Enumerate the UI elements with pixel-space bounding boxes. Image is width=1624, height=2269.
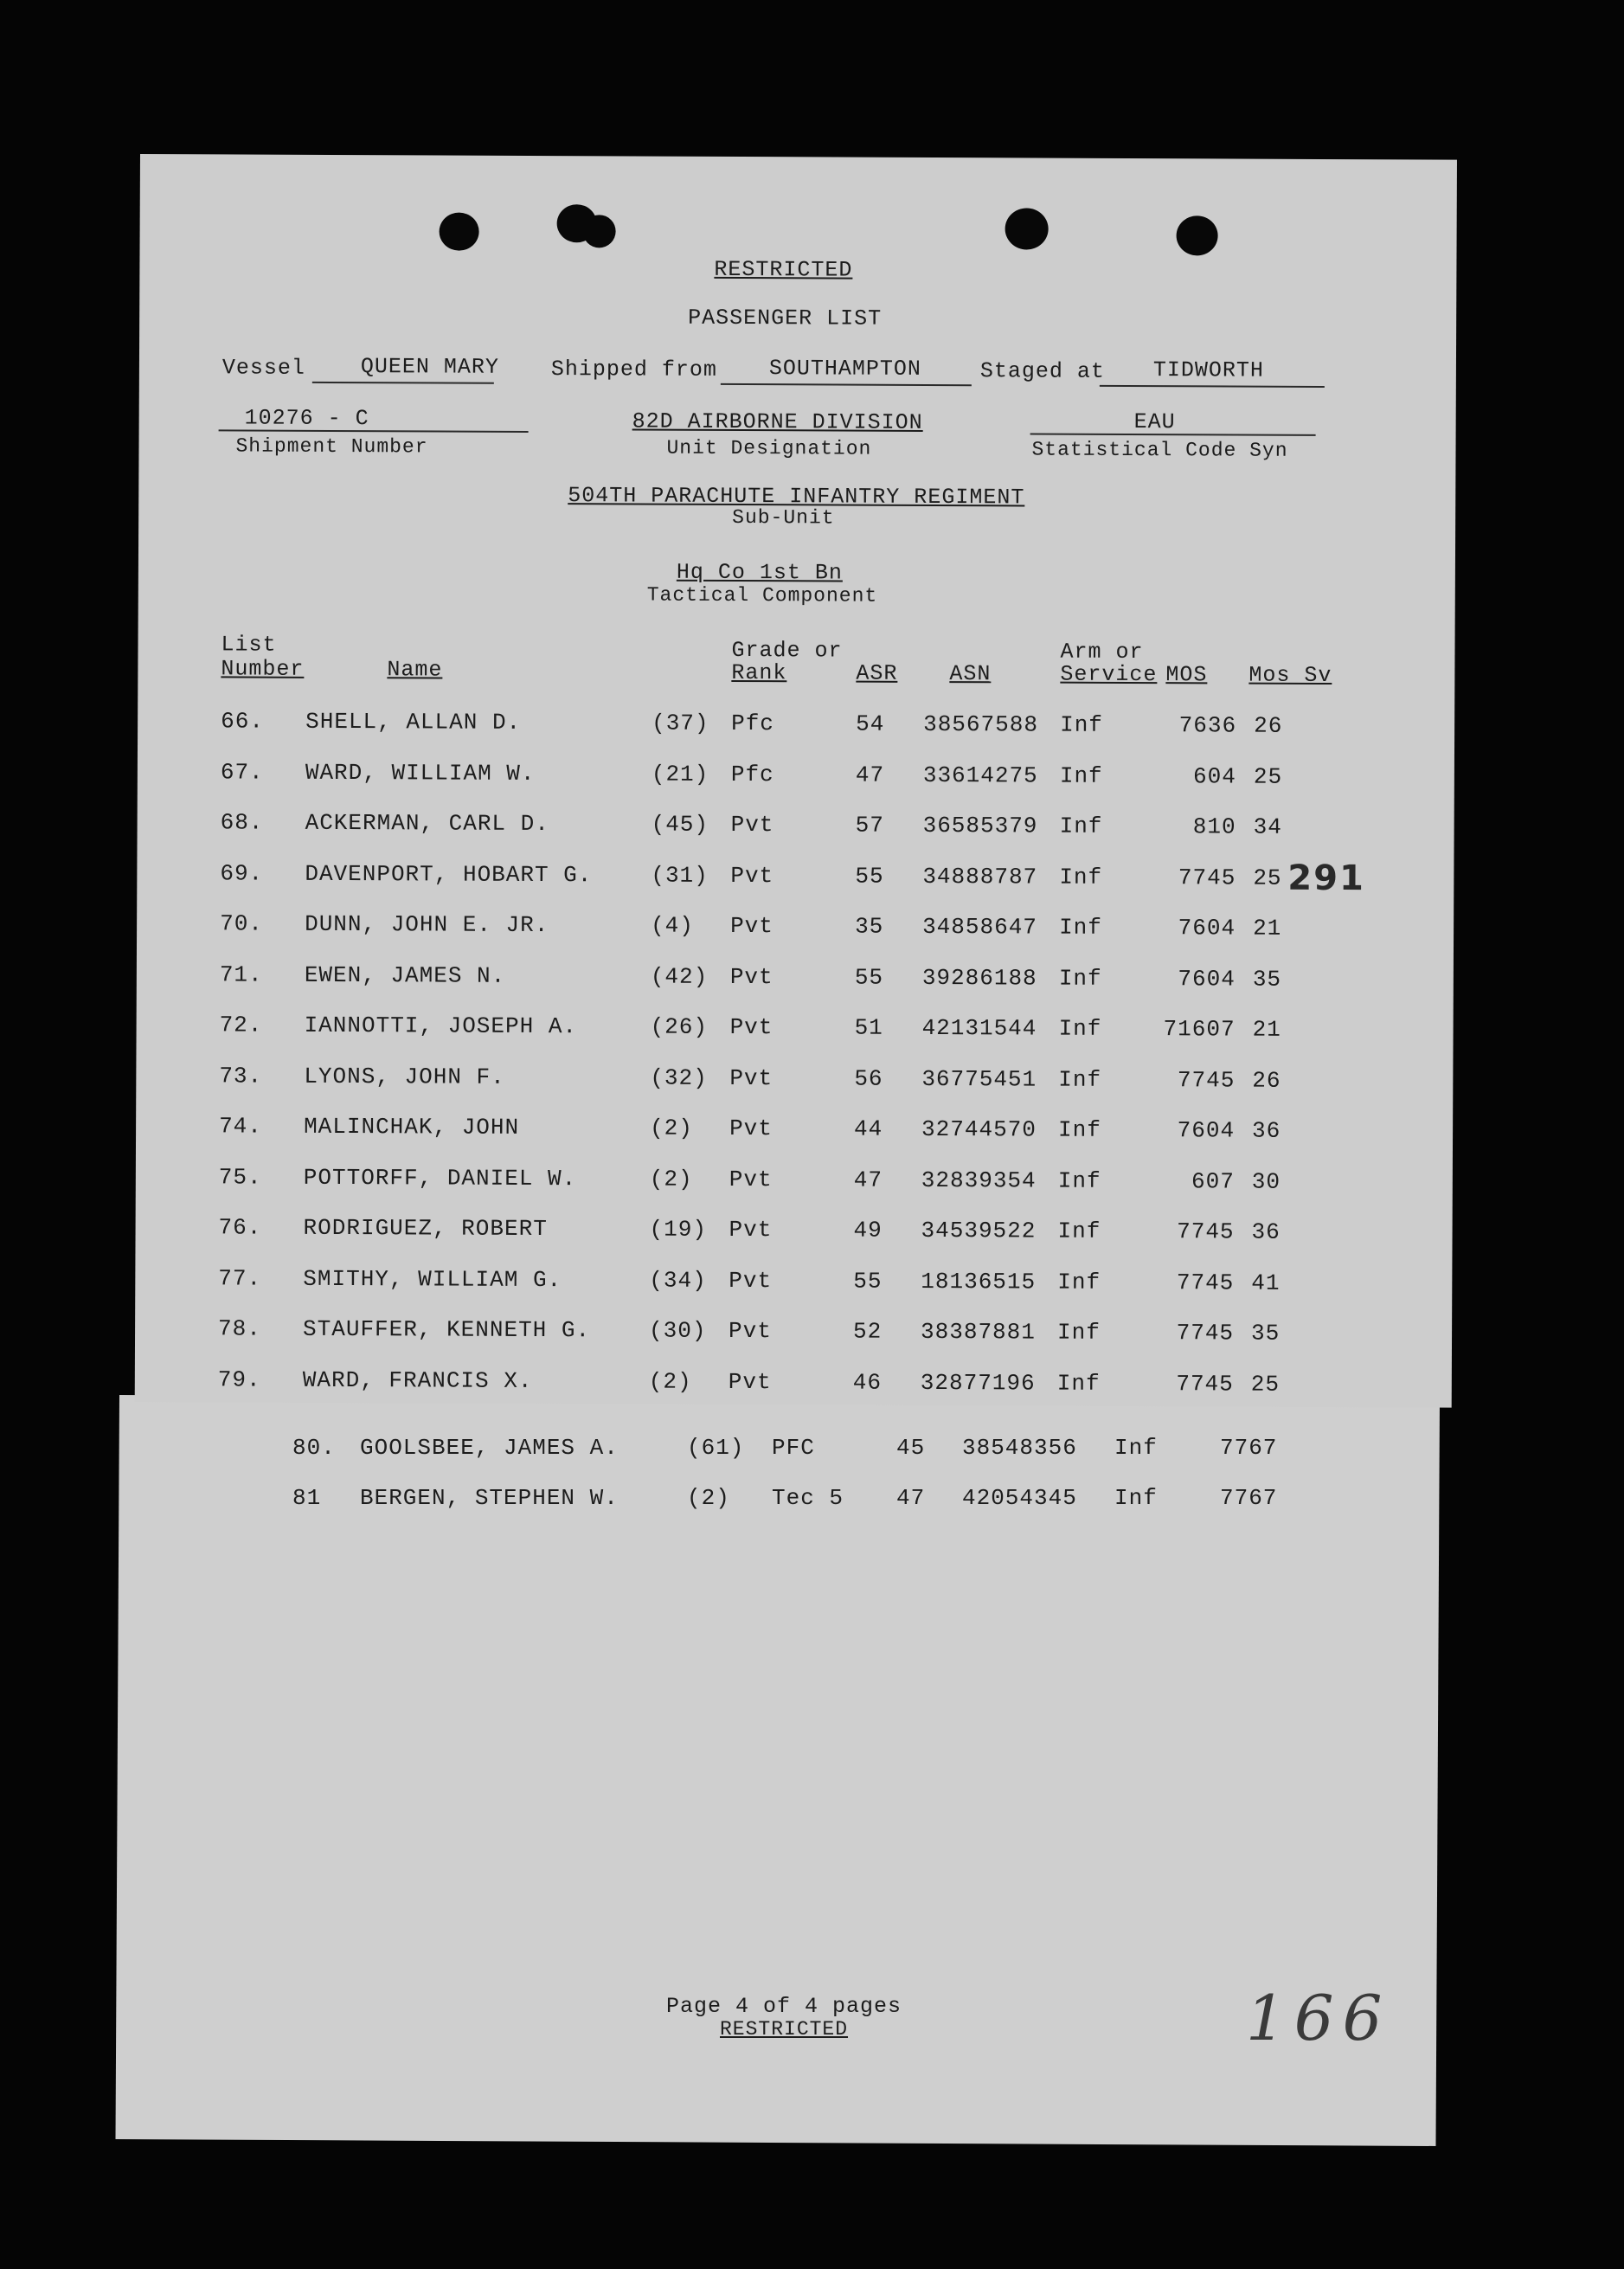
cell-arm: Inf — [1114, 1435, 1158, 1461]
col-arm-2: Service — [1060, 661, 1158, 688]
cell-asn: 34888787 — [922, 863, 1038, 890]
cell-asr: 47 — [855, 762, 885, 788]
stat-code-rule — [1030, 433, 1316, 435]
cell-arm: Inf — [1059, 813, 1103, 839]
vessel-label: Vessel — [221, 355, 306, 381]
cell-grade: Pvt — [730, 811, 774, 839]
cell-name: ACKERMAN, CARL D. — [305, 809, 549, 838]
cell-asr: 55 — [854, 964, 884, 991]
cell-asn: 32877196 — [920, 1369, 1036, 1397]
shipped-from-value: SOUTHAMPTON — [768, 356, 922, 382]
cell-arm: Inf — [1059, 762, 1103, 789]
handwritten-page-number: 166 — [1246, 1982, 1391, 2054]
cell-mos: 7745 — [1176, 1320, 1235, 1347]
classification-top: RESTRICTED — [714, 256, 853, 283]
cell-code: (45) — [651, 811, 709, 838]
cell-code: (2) — [648, 1368, 692, 1395]
shipment-number-label: Shipment Number — [235, 434, 428, 459]
cell-asr: 35 — [855, 913, 884, 940]
cell-asn: 34858647 — [922, 913, 1038, 941]
cell-name: GOOLSBEE, JAMES A. — [360, 1435, 619, 1461]
stamped-number: 291 — [1287, 858, 1365, 899]
cell-arm: Inf — [1059, 914, 1102, 941]
cell-name: LYONS, JOHN F. — [304, 1063, 505, 1090]
cell-code: (21) — [651, 761, 709, 787]
staged-at-label: Staged at — [979, 358, 1106, 384]
cell-name: DUNN, JOHN E. JR. — [305, 910, 549, 939]
cell-mos: 7604 — [1178, 915, 1236, 942]
cell-sv: 36 — [1251, 1218, 1281, 1245]
cell-grade: PFC — [772, 1435, 815, 1461]
cell-code: (26) — [650, 1013, 709, 1040]
cell-num: 75. — [218, 1163, 262, 1191]
cell-asn: 33614275 — [922, 762, 1038, 789]
cell-grade: Pvt — [729, 963, 773, 990]
shipment-number-value: 10276 - C — [244, 405, 369, 432]
cell-sv: 25 — [1253, 865, 1282, 891]
col-arm-1: Arm or — [1060, 639, 1144, 665]
cell-mos: 7604 — [1177, 1117, 1236, 1144]
cell-sv: 35 — [1252, 966, 1282, 993]
cell-num: 76. — [218, 1214, 262, 1241]
cell-asr: 47 — [853, 1167, 883, 1193]
cell-grade: Pvt — [729, 1115, 773, 1142]
cell-asr: 44 — [854, 1115, 883, 1142]
cell-num: 68. — [220, 809, 264, 836]
cell-asn: 42054345 — [962, 1485, 1077, 1511]
cell-asr: 55 — [853, 1268, 883, 1295]
cell-sv: 35 — [1251, 1320, 1281, 1347]
cell-arm: Inf — [1114, 1485, 1158, 1511]
vessel-rule — [312, 382, 494, 384]
cell-name: SHELL, ALLAN D. — [305, 708, 522, 736]
punch-hole — [1005, 208, 1049, 249]
shipped-from-label: Shipped from — [550, 357, 718, 382]
cell-arm: Inf — [1057, 1218, 1101, 1244]
cell-mos: 7604 — [1178, 965, 1236, 993]
cell-arm: Inf — [1058, 1116, 1101, 1143]
cell-num: 80. — [292, 1435, 336, 1461]
cell-num: 69. — [220, 859, 264, 887]
cell-name: IANNOTTI, JOSEPH A. — [304, 1012, 578, 1040]
cell-arm: Inf — [1057, 1269, 1101, 1295]
cell-sv: 25 — [1250, 1371, 1281, 1398]
cell-grade: Pfc — [730, 761, 774, 787]
cell-asr: 45 — [896, 1435, 926, 1461]
cell-name: STAUFFER, KENNETH G. — [303, 1315, 591, 1344]
col-name: Name — [387, 657, 443, 683]
cell-asn: 36775451 — [921, 1065, 1037, 1093]
cell-num: 77. — [218, 1264, 262, 1292]
cell-mos: 7745 — [1176, 1370, 1234, 1398]
cell-sv: 21 — [1252, 1016, 1281, 1043]
cell-code: (32) — [650, 1064, 708, 1091]
cell-mos: 7767 — [1220, 1485, 1278, 1511]
cell-name: POTTORFF, DANIEL W. — [303, 1164, 577, 1192]
cell-mos: 7767 — [1220, 1435, 1278, 1461]
cell-asn: 38387881 — [921, 1318, 1036, 1346]
unit-label: Unit Designation — [666, 436, 872, 460]
cell-code: (30) — [649, 1317, 707, 1344]
cell-name: DAVENPORT, HOBART G. — [305, 860, 593, 888]
cell-arm: Inf — [1059, 864, 1103, 890]
cell-name: BERGEN, STEPHEN W. — [360, 1485, 619, 1511]
cell-asr: 46 — [852, 1369, 883, 1396]
cell-mos: 7745 — [1176, 1269, 1235, 1296]
cell-asr: 49 — [853, 1217, 883, 1244]
tactical-component-value: Hq Co 1st Bn — [676, 559, 843, 586]
cell-mos: 7745 — [1177, 1218, 1235, 1245]
cell-grade: Pvt — [729, 1267, 773, 1294]
cell-asr: 57 — [855, 812, 884, 839]
cell-code: (61) — [687, 1435, 745, 1461]
cell-sv: 41 — [1251, 1269, 1281, 1296]
cell-asr: 54 — [856, 710, 885, 737]
cell-code: (2) — [687, 1485, 730, 1511]
cell-arm: Inf — [1057, 1319, 1101, 1346]
cell-asn: 32744570 — [921, 1115, 1037, 1143]
cell-code: (31) — [651, 862, 709, 889]
cell-num: 72. — [219, 1012, 263, 1038]
cell-num: 73. — [219, 1062, 263, 1090]
cell-code: (2) — [649, 1166, 693, 1192]
cell-grade: Pvt — [729, 1064, 773, 1091]
tactical-component-label: Tactical Component — [646, 583, 878, 607]
cell-mos: 810 — [1192, 813, 1236, 840]
cell-code: (37) — [652, 710, 709, 736]
cell-sv: 36 — [1252, 1117, 1281, 1144]
cell-arm: Inf — [1056, 1370, 1101, 1397]
stat-code-value: EAU — [1133, 409, 1176, 435]
col-asn: ASN — [949, 661, 992, 687]
cell-num: 74. — [219, 1113, 262, 1140]
punch-hole — [440, 213, 479, 251]
cell-asn: 36585379 — [922, 812, 1038, 839]
staged-at-rule — [1100, 385, 1325, 388]
shipped-from-rule — [721, 383, 972, 386]
sub-unit-label: Sub-Unit — [732, 505, 835, 530]
cell-arm: Inf — [1057, 1167, 1101, 1194]
cell-num: 78. — [218, 1315, 261, 1342]
cell-asn: 38567588 — [923, 710, 1039, 738]
cell-grade: Pvt — [729, 1317, 772, 1345]
cell-mos: 7745 — [1177, 1066, 1236, 1094]
passenger-list-page — [135, 154, 1457, 1408]
cell-name: WARD, WILLIAM W. — [305, 759, 536, 787]
cell-num: 70. — [220, 910, 263, 937]
cell-mos: 7636 — [1178, 712, 1237, 739]
sub-unit-value: 504TH PARACHUTE INFANTRY REGIMENT — [568, 483, 1025, 511]
cell-mos: 604 — [1192, 762, 1236, 790]
cell-name: SMITHY, WILLIAM G. — [303, 1265, 562, 1293]
cell-mos: 71607 — [1163, 1016, 1236, 1043]
col-asr: ASR — [856, 660, 898, 686]
cell-grade: Tec 5 — [772, 1485, 844, 1511]
stat-code-label: Statistical Code Syn — [1031, 438, 1288, 462]
cell-sv: 34 — [1253, 813, 1282, 840]
shipment-number-rule — [219, 429, 529, 433]
cell-code: (34) — [649, 1267, 707, 1294]
cell-mos: 7745 — [1178, 864, 1236, 891]
cell-asn: 32839354 — [921, 1167, 1037, 1194]
cell-num: 66. — [221, 708, 265, 735]
cell-asr: 47 — [896, 1485, 926, 1511]
cell-sv: 26 — [1254, 712, 1283, 739]
cell-asn: 34539522 — [921, 1217, 1037, 1244]
col-list-number-2: Number — [221, 656, 305, 682]
vessel-value: QUEEN MARY — [360, 354, 500, 380]
cell-code: (19) — [649, 1216, 708, 1243]
cell-asn: 18136515 — [921, 1268, 1037, 1295]
cell-asn: 38548356 — [962, 1435, 1077, 1461]
cell-asn: 42131544 — [921, 1014, 1037, 1042]
punch-hole — [1176, 215, 1217, 255]
col-list-number-1: List — [221, 632, 277, 658]
cell-name: MALINCHAK, JOHN — [304, 1113, 520, 1141]
cell-asr: 56 — [854, 1065, 883, 1092]
cell-asr: 51 — [854, 1014, 883, 1041]
cell-num: 67. — [220, 758, 264, 786]
cell-num: 81 — [292, 1485, 322, 1511]
cell-grade: Pvt — [730, 912, 773, 940]
cell-grade: Pvt — [729, 1216, 773, 1244]
staged-at-value: TIDWORTH — [1152, 357, 1265, 383]
col-mos: MOS — [1165, 662, 1208, 688]
cell-sv: 26 — [1252, 1067, 1281, 1094]
col-mos-sv: Mos Sv — [1248, 662, 1332, 689]
cell-asr: 52 — [853, 1318, 883, 1345]
cell-code: (42) — [650, 963, 709, 990]
cell-grade: Pfc — [731, 710, 775, 737]
cell-grade: Pvt — [729, 1013, 773, 1041]
cell-grade: Pvt — [728, 1368, 772, 1395]
cell-num: 79. — [217, 1366, 261, 1393]
col-grade-1: Grade or — [731, 637, 843, 664]
cell-grade: Pvt — [730, 862, 774, 889]
unit-value: 82D AIRBORNE DIVISION — [632, 408, 923, 435]
cell-grade: Pvt — [729, 1166, 773, 1192]
cell-arm: Inf — [1058, 965, 1102, 992]
punch-hole — [583, 215, 616, 247]
col-grade-2: Rank — [731, 659, 787, 686]
cell-asr: 55 — [855, 863, 884, 890]
classification-bottom: RESTRICTED — [720, 2018, 849, 2041]
cell-num: 71. — [219, 961, 263, 988]
cell-sv: 30 — [1251, 1168, 1281, 1195]
cell-sv: 21 — [1253, 915, 1282, 942]
cell-arm: Inf — [1060, 711, 1104, 738]
cell-name: WARD, FRANCIS X. — [302, 1366, 533, 1394]
cell-name: EWEN, JAMES N. — [304, 961, 506, 989]
cell-arm: Inf — [1058, 1066, 1102, 1093]
cell-code: (2) — [650, 1115, 693, 1141]
cell-sv: 25 — [1253, 763, 1283, 790]
cell-code: (4) — [651, 912, 694, 939]
document-title: PASSENGER LIST — [688, 305, 883, 331]
page-indicator: Page 4 of 4 pages — [666, 1994, 902, 2019]
cell-arm: Inf — [1058, 1015, 1102, 1042]
cell-mos: 607 — [1191, 1167, 1235, 1195]
cell-name: RODRIGUEZ, ROBERT — [303, 1214, 548, 1243]
cell-asn: 39286188 — [921, 964, 1037, 992]
